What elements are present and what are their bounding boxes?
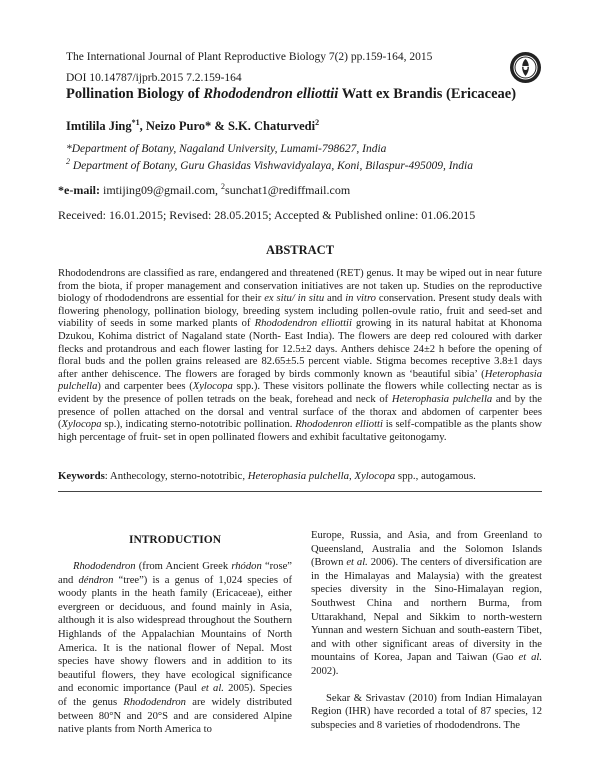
journal-seal-icon <box>509 51 542 84</box>
right-paragraph-1: Europe, Russia, and Asia, and from Greenland to Queensland, Australia and the Solomon Islands (Brown et al. 2006). The centers of diversification are in the Himalayas and Malaysia) with the greatest species diversity in the Sino-Himalayan region, Southwest China and northern Burma, from Uttarakhand, Nepal and Sikkim to north-western Yunnan and western Sichuan and south-eastern Tibet, and with other significant areas of diversity in the mountains of Korea, Japan and Taiwan (Gao et al. 2002). <box>311 530 543 677</box>
affiliation-2: $^2$ Department of Botany, Guru Ghasidas Vishwavidyalaya, Koni, Bilaspur-495009, India <box>66 157 473 172</box>
email-link-1[interactable]: imtijing09@gmail.com, <box>102 183 222 197</box>
contact-emails: *e-mail: imtijing09@gmail.com, $^2$sunchat1@rediffmail.com <box>58 182 351 197</box>
author-list: Imtilila Jing$^{*1}$, Neizo Puro* & S.K. Chaturvedi$^2$ <box>66 118 320 134</box>
intro-paragraph: Rhododendron (from Ancient Greek rhódon “rose” and déndron “tree”) is a genus of 1,024 species of woody plants in the heath family (Ericaceae), either evergreen or deciduous, and found mainly in Asia, although it is also widespread throughout the Southern Highlands of the Appalachian Mountains of North America. It is the national flower of Nepal. Most species have showy flowers and in addition to its beautiful flowers, they have ecological significance and economic importance (Paul et al. 2005). Species of the genus Rhododendron are widely distributed between 80°N and 20°S and are considered Alpine native plants from North America to <box>58 561 293 736</box>
section-divider <box>58 491 542 492</box>
email-link-2[interactable]: sunchat1@rediffmail.com <box>225 183 351 197</box>
publication-dates: Received: 16.01.2015; Revised: 28.05.2015; Accepted & Published online: 01.06.2015 <box>58 208 476 222</box>
doi: DOI 10.14787/ijprb.2015 7.2.159-164 <box>66 72 242 84</box>
right-paragraph-2: Sekar & Srivastav (2010) from Indian Himalayan Region (IHR) have recorded a total of 87 species, 12 subspecies and 8 varieties of rhododendrons. The <box>311 692 542 731</box>
introduction-left-column <box>58 560 292 737</box>
abstract-body: Rhododendrons are classified as rare, endangered and threatened (RET) genus. It may be wiped out in near future from the biota, if proper management and conservation initiatives are not taken up. Studies on the reproductive biology of rhododendrons are essential for their ex situ/ in situ and in vitro conservation. Present study deals with flowering phenology, pollination biology, breeding system including pollen-ovule ratio, fruit and seed-set and viability of seeds in some marked plants of Rhododendron elliottii growing in its natural habitat at Khonoma Dzukou, Kohima district of Nagaland state (North- East India). The flowers are deep red coloured with darker flecks and protandrous and each flower lasting for 12.5±2 days. Anthers dehisce 24±2 h before the opening of floral buds and the pollen grains released are 82.65±5.5 percent viable. Stigma becomes receptive 3.8±1 days after anther dehiscence. The flowers are foraged by birds commonly known as ‘beautiful sibia’ (Heterophasia pulchella) and carpenter bees (Xylocopa spp.). These visitors pollinate the flowers while collecting nectar as is evident by the presence of pollen tetrads on the beak, forehead and neck of Heterophasia pulchella and by the presence of pollen attached on the dorsal and ventral surface of the thorax and abdomen of carpenter bees (Xylocopa sp.), indicating sterno-nototribic pollination. Rhododenron elliotti is self-compatible as the plants show high percentage of fruit- set in open pollinated flowers and exhibit facultative geitonogamy. <box>58 268 543 443</box>
keywords: Keywords: Anthecology, sterno-nototribic, Heterophasia pulchella, Xylocopa spp., autogamous. <box>58 470 476 482</box>
abstract-heading: ABSTRACT <box>265 243 335 257</box>
affiliation-1: *Department of Botany, Nagaland University, Lumami-798627, India <box>66 143 387 155</box>
introduction-right-column <box>311 529 542 732</box>
journal-citation: The International Journal of Plant Reproductive Biology 7(2) pp.159-164, 2015 <box>66 51 433 63</box>
paper-title: Pollination Biology of Rhododendron elliottii Watt ex Brandis (Ericaceae) <box>66 86 517 102</box>
introduction-heading: INTRODUCTION <box>128 534 221 546</box>
